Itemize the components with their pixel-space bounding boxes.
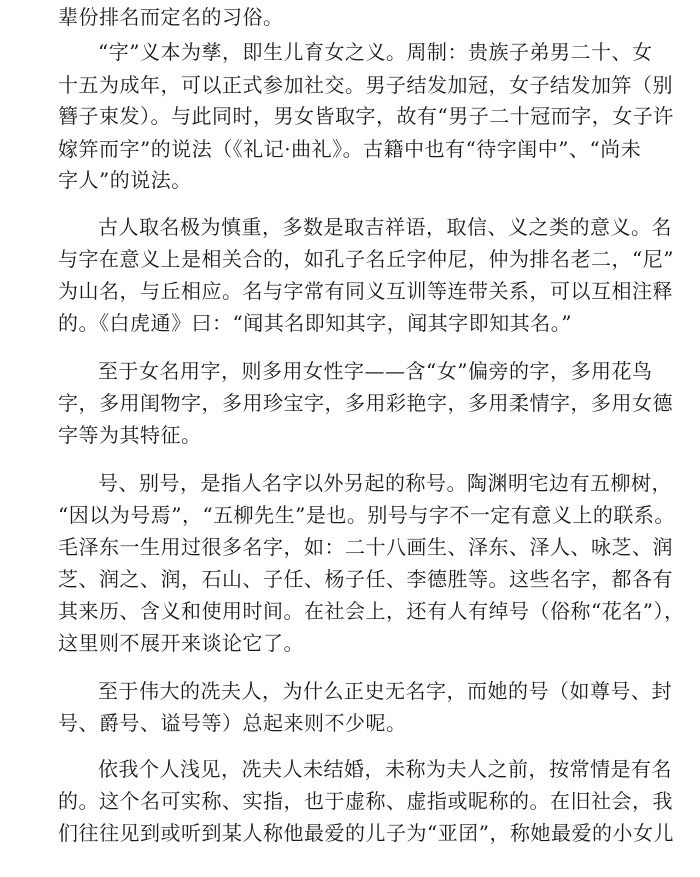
text-line: 簪子束发）。与此同时，男女皆取字，故有“男子二十冠而字，女子许 — [58, 104, 674, 128]
text-line: 字等为其特征。 — [58, 423, 202, 447]
text-line: 字，多用闺物字，多用珍宝字，多用彩艳字，多用柔情字，多用女德 — [58, 391, 673, 415]
text-line: 辈份排名而定名的习俗。 — [58, 5, 284, 29]
text-line: 嫁笄而字”的说法（《礼记·曲礼》。古籍中也有“待字闺中”、“尚未 — [58, 137, 642, 161]
text-line: 的。这个名可实称、实指，也于虚称、虚指或昵称的。在旧社会，我 — [58, 789, 673, 813]
text-line: 号、爵号、谥号等）总起来则不少呢。 — [58, 711, 407, 735]
text-line: 其来历、含义和使用时间。在社会上，还有人有绰号（俗称“花名”）， — [58, 599, 685, 623]
text-line: 十五为成年，可以正式参加社交。男子结发加冠，女子结发加笄（别 — [58, 73, 673, 97]
text-line: 们往往见到或听到某人称他最爱的儿子为“亚囝”，称她最爱的小女儿 — [58, 821, 674, 845]
text-line: 这里则不展开来谈论它了。 — [58, 631, 304, 655]
text-line: 与字在意义上是相关合的，如孔子名丘字仲尼，仲为排名老二，“尼” — [58, 247, 674, 271]
text-line: “因以为号焉”，“五柳先生”是也。别号与字不一定有意义上的联系。 — [58, 503, 675, 527]
text-line: 号、别号，是指人名字以外另起的称号。陶渊明宅边有五柳树， — [98, 471, 672, 495]
text-line: 为山名，与丘相应。名与字常有同义互训等连带关系，可以互相注释 — [58, 279, 673, 303]
text-line: 依我个人浅见，冼夫人未结婚，未称为夫人之前，按常情是有名 — [98, 757, 672, 781]
text-line: 至于女名用字，则多用女性字——含“女”偏旁的字，多用花鸟 — [98, 359, 653, 383]
text-line: “字”义本为孳，即生儿育女之义。周制：贵族子弟男二十、女 — [98, 40, 653, 64]
text-line: 的。《白虎通》曰：“闻其名即知其字，闻其字即知其名。” — [58, 311, 572, 335]
text-line: 古人取名极为慎重，多数是取吉祥语，取信、义之类的意义。名 — [98, 215, 672, 239]
text-line: 芝、润之、润，石山、子任、杨子任、李德胜等。这些名字，都各有 — [58, 567, 673, 591]
text-line: 至于伟大的冼夫人，为什么正史无名字，而她的号（如尊号、封 — [98, 679, 672, 703]
text-line: 字人”的说法。 — [58, 168, 192, 192]
text-line: 毛泽东一生用过很多名字，如：二十八画生、泽东、泽人、咏芝、润 — [58, 535, 673, 559]
